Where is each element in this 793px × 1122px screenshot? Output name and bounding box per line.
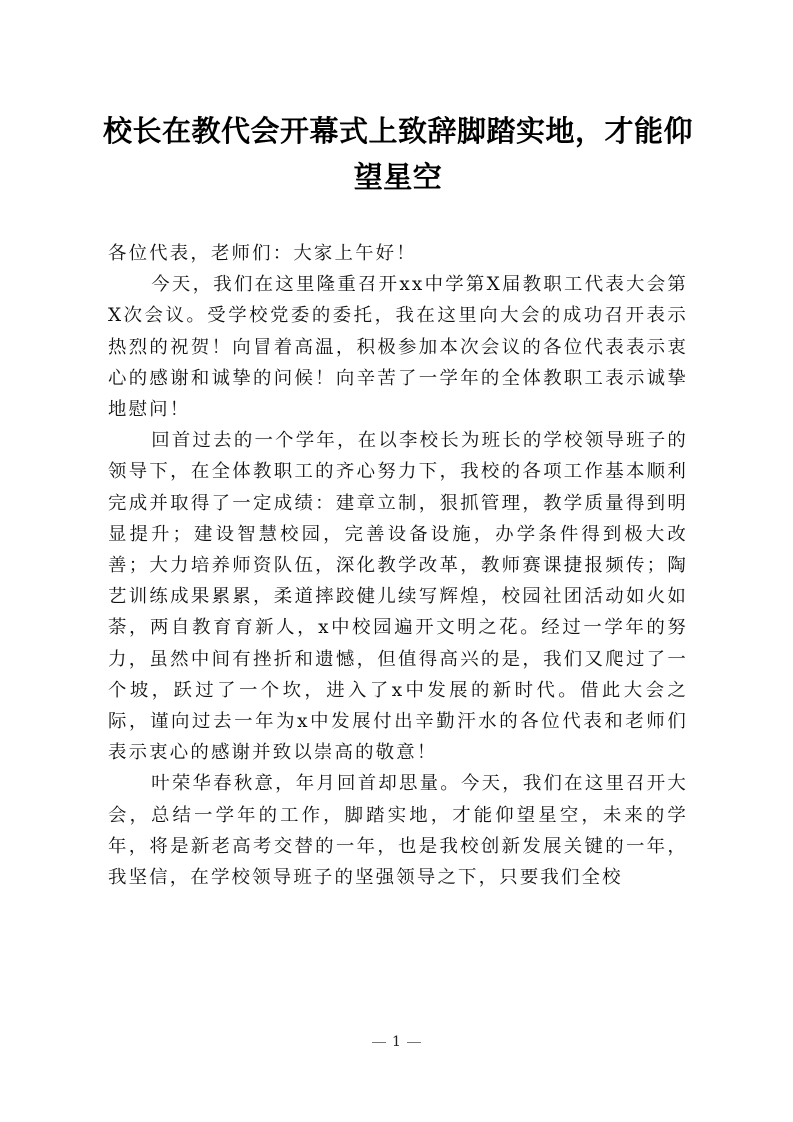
page-footer (0, 1034, 793, 1050)
document-title: 校长在教代会开幕式上致辞脚踏实地，才能仰望星空 (102, 114, 693, 194)
greeting-paragraph: 各位代表，老师们：大家上午好！ (108, 243, 417, 264)
dash-right (407, 1042, 421, 1043)
paragraph-1: 今天，我们在这里隆重召开xx中学第X届教职工代表大会第X次会议。受学校党委的委托，我在这里向大会的成功召开表示热烈的祝贺！向冒着高温，积极参加本次会议的各位代表表示衷心的感谢和诚挚的问候！向辛苦了一学年的全体教职工表示诚挚地慰问！ (108, 274, 688, 421)
paragraph-2: 回首过去的一个学年，在以李校长为班长的学校领导班子的领导下，在全体教职工的齐心努力下，我校的各项工作基本顺利完成并取得了一定成绩：建章立制，狠抓管理，教学质量得到明显提升；建设智慧校园，完善设备设施，办学条件得到极大改善；大力培养师资队伍，深化教学改革，教师赛课捷报频传；陶艺训练成果累累，柔道摔跤健儿续写辉煌，校园社团活动如火如荼，两自教育育新人，x中校园遍开文明之花。经过一学年的努力，虽然中间有挫折和遗憾，但值得高兴的是，我们又爬过了一个坡，跃过了一个坎，进入了x中发展的新时代。借此大会之际，谨向过去一年为x中发展付出辛勤汗水的各位代表和老师们表示衷心的感谢并致以崇高的敬意！ (108, 430, 688, 764)
page-number: 1 (392, 1034, 401, 1050)
document-body (108, 238, 688, 893)
paragraph-3: 叶荣华春秋意，年月回首却思量。今天，我们在这里召开大会，总结一学年的工作，脚踏实地，才能仰望星空，未来的学年，将是新老高考交替的一年，也是我校创新发展关键的一年，我坚信，在学校领导班子的坚强领导之下，只要我们全校 (108, 773, 688, 889)
dash-left (372, 1042, 386, 1043)
